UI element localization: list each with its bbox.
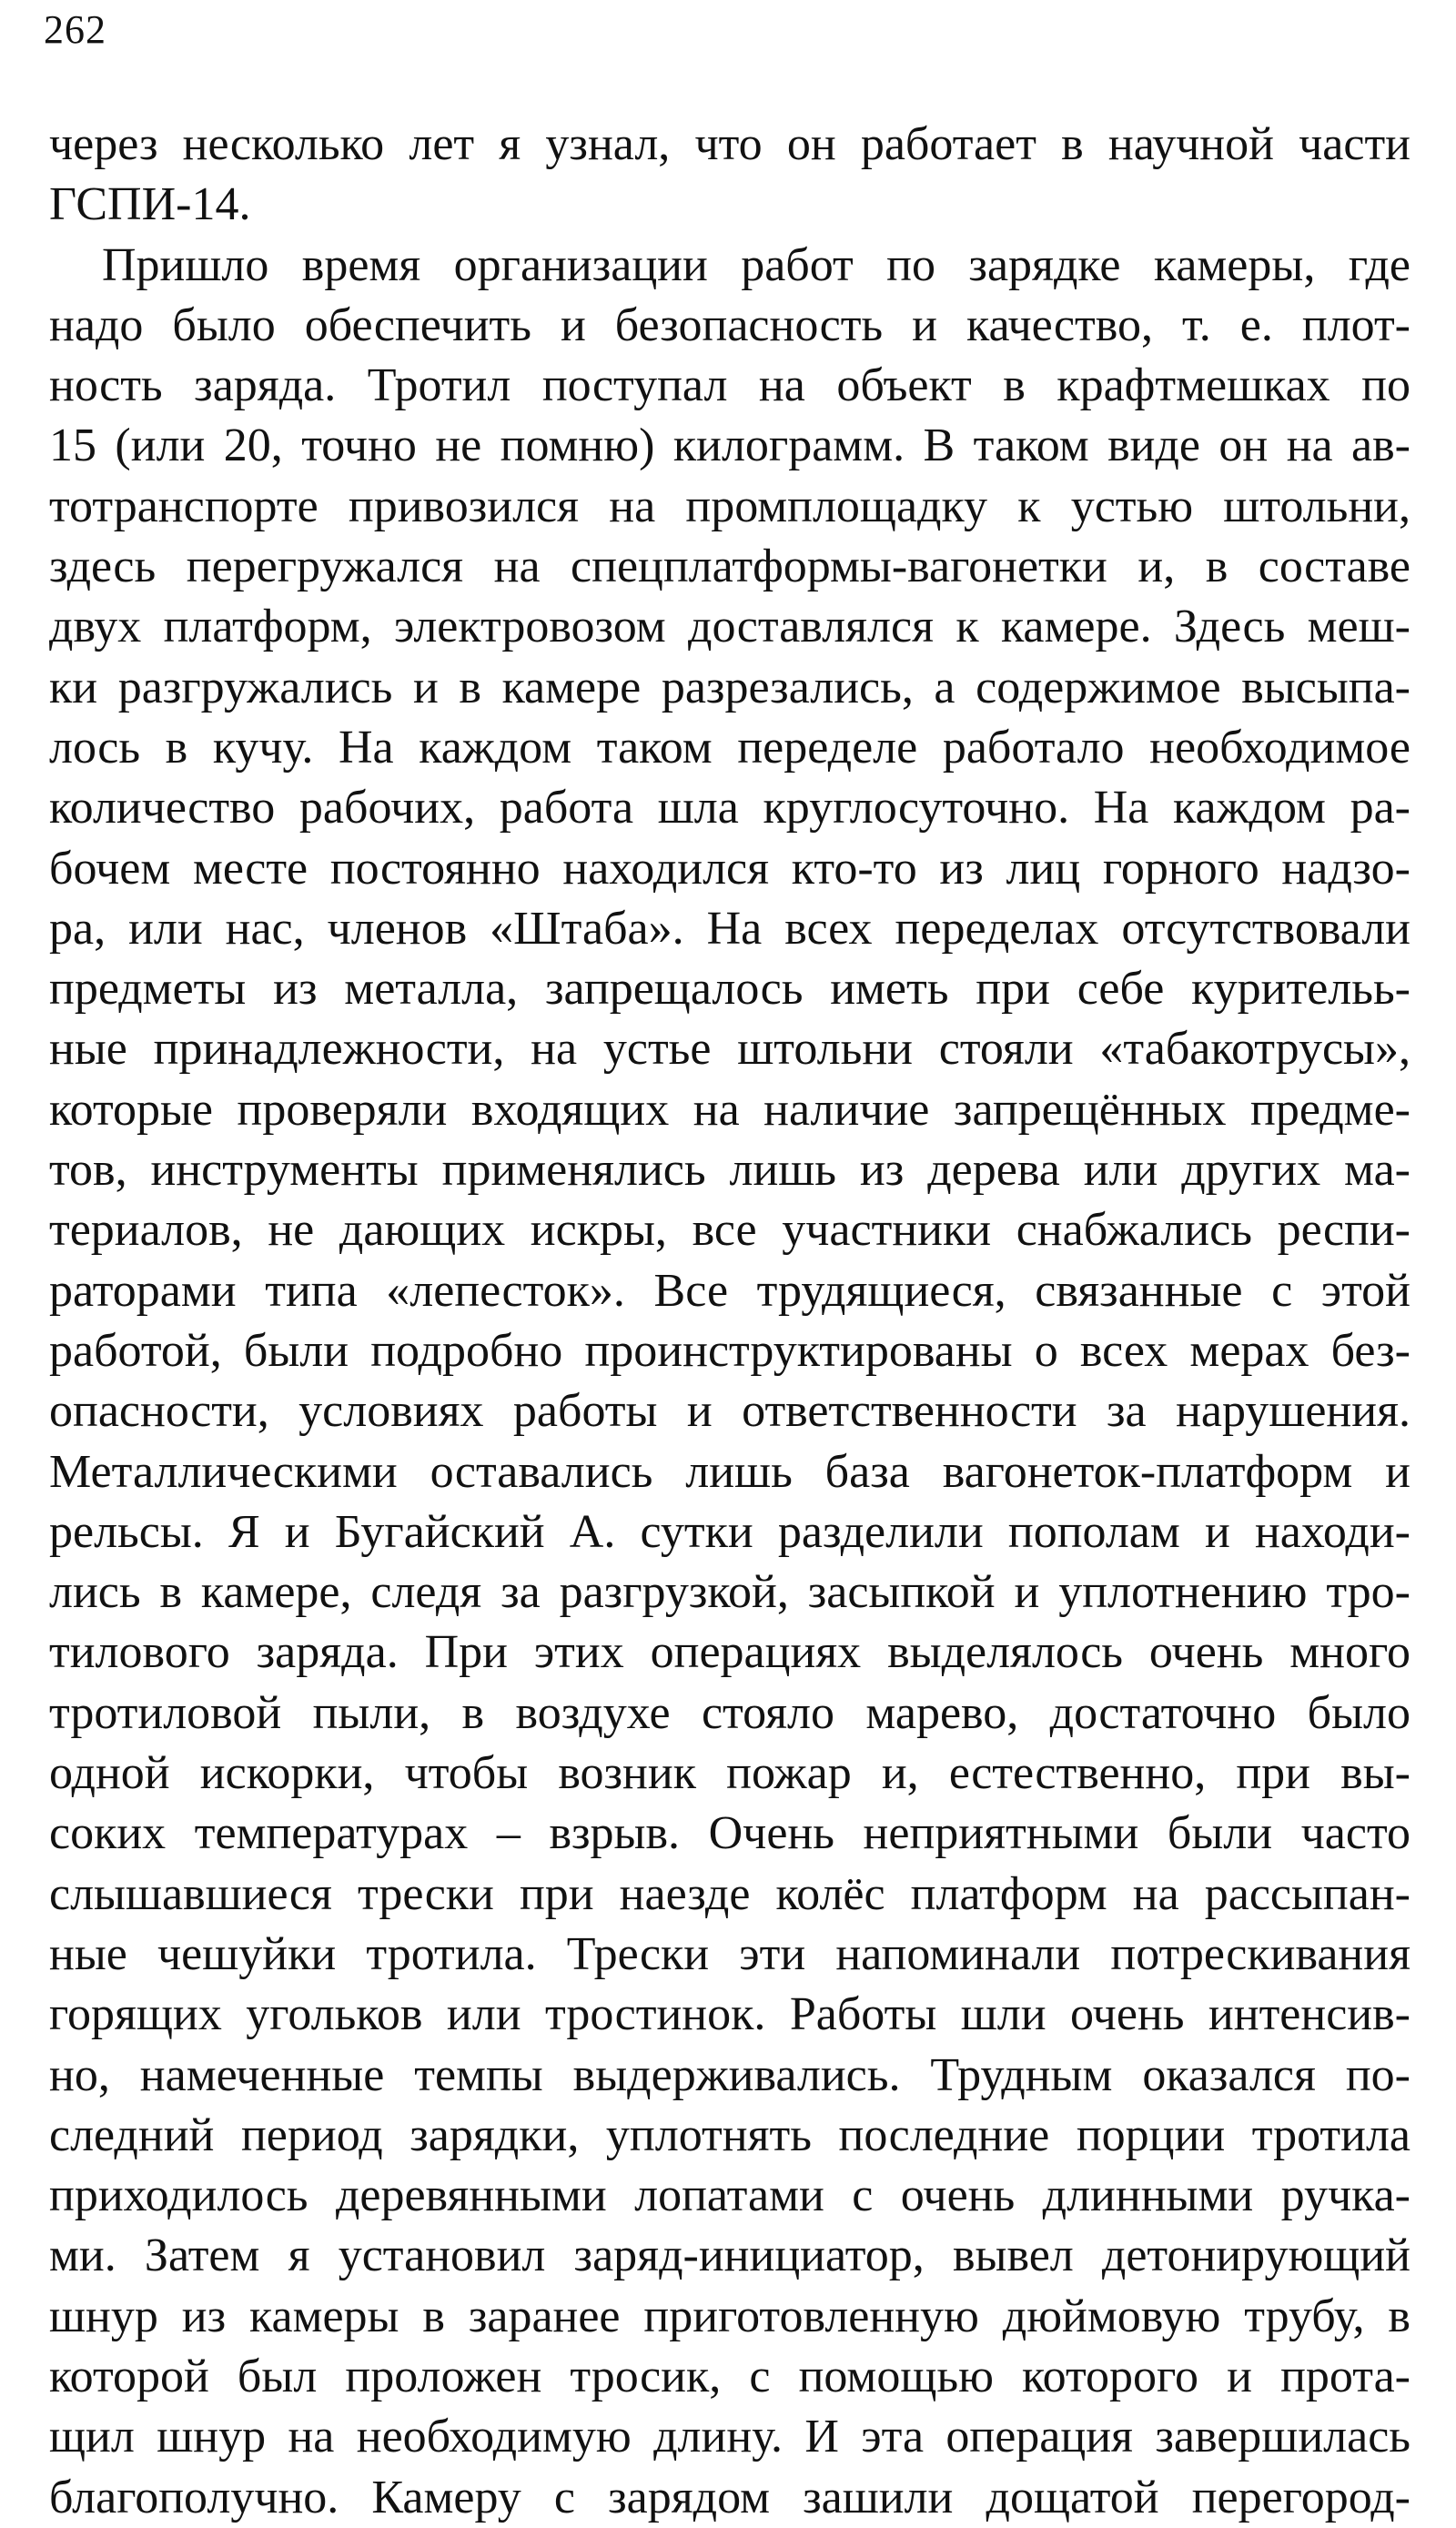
text-line: териалов, не дающих искры, все участники снабжались респи-: [49, 1204, 1410, 1257]
text-line: ра, или нас, членов «Штаба». На всех переделах отсутствовали: [49, 902, 1410, 955]
text-line: слышавшиеся трески при наезде колёс платформ на рассыпан-: [49, 1867, 1410, 1920]
text-line: Металлическими оставались лишь база вагонеток-платформ и: [49, 1445, 1410, 1498]
text-line: ные принадлежности, на устье штольни стояли «табакотрусы»,: [49, 1023, 1410, 1076]
text-line: ГСПИ-14.: [49, 178, 251, 231]
text-line: работой, были подробно проинструктированы о всех мерах без-: [49, 1324, 1410, 1377]
text-line: шнур из камеры в заранее приготовленную дюймовую трубу, в: [49, 2290, 1410, 2342]
page-number: 262: [44, 7, 106, 52]
text-line: тов, инструменты применялись лишь из дерева или других ма-: [49, 1144, 1410, 1197]
text-line: предметы из металла, запрещалось иметь при себе курительь-: [49, 963, 1410, 1016]
text-line: ми. Затем я установил заряд-инициатор, вывел детонирующий: [49, 2230, 1410, 2282]
text-line: двух платформ, электровозом доставлялся к камере. Здесь меш-: [49, 601, 1410, 653]
text-line: благополучно. Камеру с зарядом зашили дощатой перегород-: [49, 2471, 1410, 2523]
text-line: щил шнур на необходимую длину. И эта операция завершилась: [49, 2411, 1410, 2463]
text-line: ность заряда. Тротил поступал на объект в крафтмешках по: [49, 359, 1410, 412]
text-line: следний период зарядки, уплотнять последние порции тротила: [49, 2108, 1410, 2161]
text-line: ки разгружались и в камере разрезались, а содержимое высыпа-: [49, 661, 1410, 713]
text-line: тилового заряда. При этих операциях выделялось очень много: [49, 1626, 1410, 1679]
text-line: бочем месте постоянно находился кто-то из лиц горного надзо-: [49, 842, 1410, 895]
text-line: приходилось деревянными лопатами с очень длинными ручка-: [49, 2169, 1410, 2222]
text-line: количество рабочих, работа шла круглосуточно. На каждом ра-: [49, 782, 1410, 834]
text-line: ные чешуйки тротила. Трески эти напоминали потрескивания: [49, 1927, 1410, 1980]
text-line: надо было обеспечить и безопасность и качество, т. е. плот-: [49, 298, 1410, 351]
text-line: лось в кучу. На каждом таком переделе работало необходимое: [49, 721, 1410, 774]
text-line: горящих угольков или тростинок. Работы шли очень интенсив-: [49, 1988, 1410, 2041]
text-line: здесь перегружался на спецплатформы-вагонетки и, в составе: [49, 541, 1410, 593]
text-line: лись в камере, следя за разгрузкой, засыпкой и уплотнению тро-: [49, 1566, 1410, 1619]
text-line: раторами типа «лепесток». Все трудящиеся, связанные с этой: [49, 1264, 1410, 1317]
body-text: [49, 115, 1410, 2528]
text-line: одной искорки, чтобы возник пожар и, естественно, при вы-: [49, 1747, 1410, 1800]
text-line: которые проверяли входящих на наличие запрещённых предме-: [49, 1083, 1410, 1136]
text-line: тротиловой пыли, в воздухе стояло марево, достаточно было: [49, 1686, 1410, 1739]
text-line: но, намеченные темпы выдерживались. Трудным оказался по-: [49, 2048, 1410, 2101]
text-line: соких температурах – взрыв. Очень неприятными были часто: [49, 1807, 1410, 1860]
text-line: тотранспорте привозился на промплощадку к устью штольни,: [49, 480, 1410, 532]
text-line: рельсы. Я и Бугайский А. сутки разделили пополам и находи-: [49, 1505, 1410, 1558]
text-line: которой был проложен тросик, с помощью которого и прота-: [49, 2350, 1410, 2402]
text-line: через несколько лет я узнал, что он работает в научной части: [49, 118, 1410, 170]
text-line: опасности, условиях работы и ответственности за нарушения.: [49, 1385, 1410, 1438]
text-line: 15 (или 20, точно не помню) килограмм. В таком виде он на ав-: [49, 420, 1410, 472]
text-line: Пришло время организации работ по зарядке камеры, где: [102, 238, 1410, 291]
